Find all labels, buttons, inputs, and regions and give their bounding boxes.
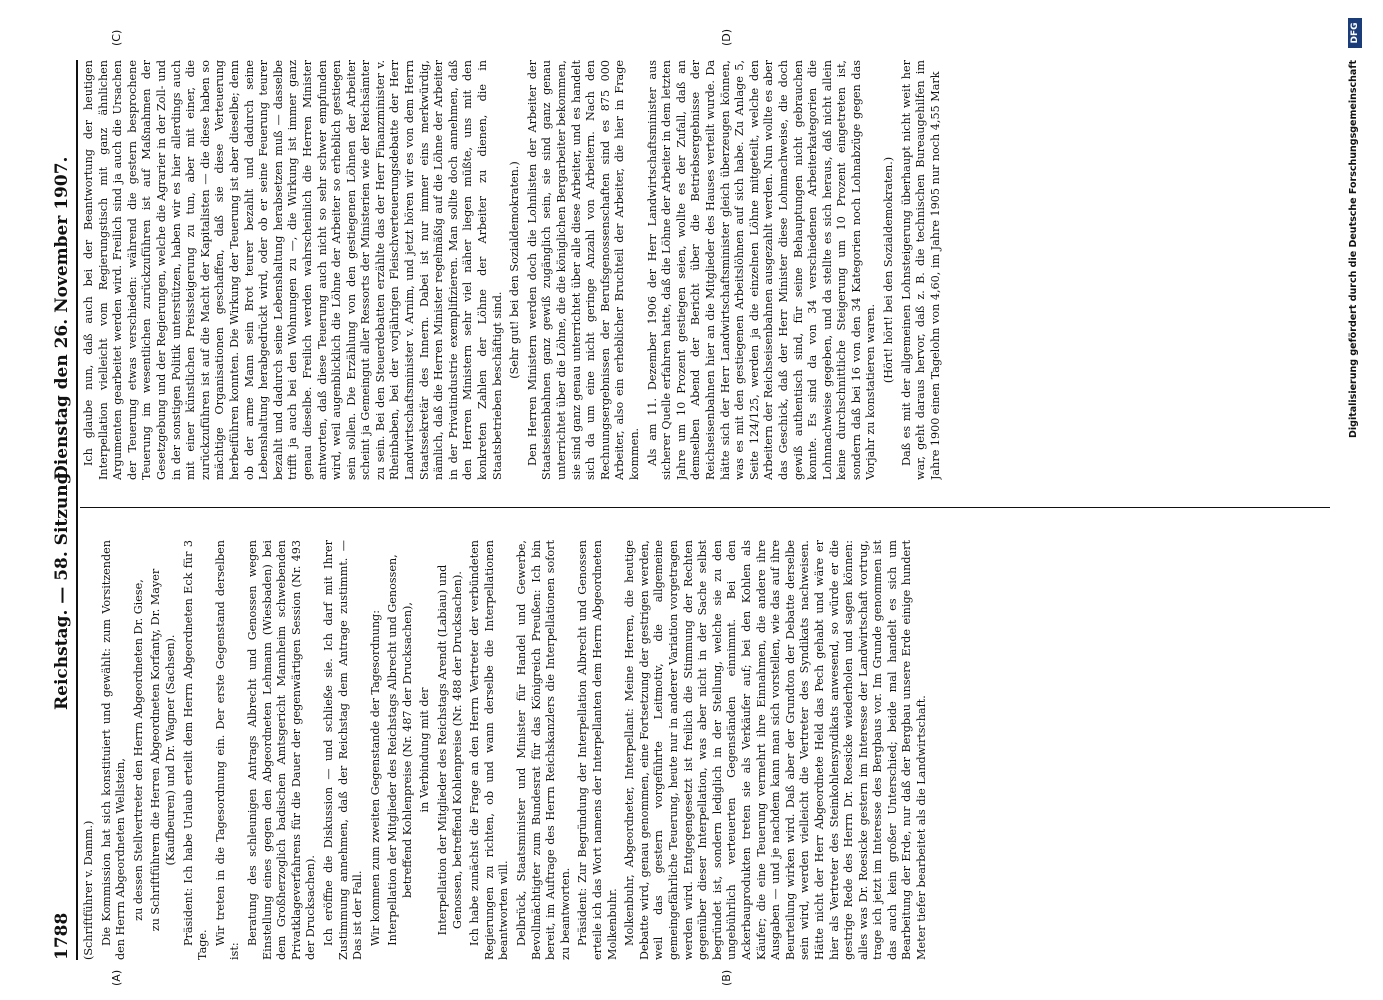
margin-marker-c: (C) (110, 29, 123, 46)
margin-marker-a: (A) (110, 969, 123, 986)
paragraph: in Verbindung mit der (418, 687, 432, 813)
agenda-item: Interpellation der Mitglieder des Reichstags Albrecht und Genossen, betreffend Kohlenpreise (Nr. 487 der Drucksachen), (386, 554, 414, 946)
speech: Als am 11. Dezember 1906 der Herr Landwirtschaftsminister aus sicherer Quelle erfahren hatte, daß die Löhne der Arbeiter in dem letzten Jahre um 10 Prozent gestiegen seien, wollte es der Zufall, daß an demselben Abend der Bericht über die Betriebsergebnisse der Reichseisenbahnen hier an die Mitglieder des Hauses verteilt wurde. Da hätte sich der Herr Landwirtschaftsminister gleich überzeugen können, was es mit den gestiegenen Arbeitslöhnen auf sich habe. Zu Anlage 5, Seite 124/125, werden ja die einzelnen Löhne mitgeteilt, welche den Arbeitern der Reichseisenbahnen ausgezahlt werden. Nun wollte es aber das Geschick, daß der Herr Minister diese Lohnnachweise, die doch gewiß authentisch sind, für seine Behauptungen nicht gebrauchen konnte. Es sind da von 34 verschiedenen Arbeiterkategorien die Lohnnachweise gegeben, und da stellte es sich heraus, daß nicht allein keine durchschnittliche Steigerung um 10 Prozent eingetreten ist, sondern daß bei 16 von den 34 Kategorien noch Lohnabzüge gegen das Vorjahr zu konstatieren waren. (645, 60, 878, 480)
agenda-item: Beratung des schleunigen Antrags Albrecht und Genossen wegen Einstellung eines gegen den Abgeordneten Lehmann (Wiesbaden) bei dem Großherzoglich badischen Amtsgericht Mannheim schwebenden Privatklageverfahrens für die Dauer der gegenwärtigen Session (Nr. 493 der Drucksachen). (245, 540, 318, 960)
speech: Den Herren Ministern werden doch die Lohnlisten der Arbeiter der Staatseisenbahnen ganz gewiß zugänglich sein, sie sind ganz genau unterrichtet über die Löhne, die die königlichen Bergarbeiter bekommen, sie sind ganz genau unterrichtet über alle diese Arbeiter, und es handelt sich da um eine nicht geringe Anzahl von Arbeitern. Nach den Rechnungsergebnissen der Berufsgenossenschaften sind es 875 000 Arbeiter, also ein erheblicher Bruchteil der Arbeiter, die hier in Frage kommen. (525, 60, 641, 480)
paragraph: Die Kommission hat sich konstituiert und gewählt: zum Vorsitzenden den Herrn Abgeordneten Wellstein, (99, 540, 128, 960)
paragraph: Wir treten in die Tagesordnung ein. Der erste Gegenstand derselben ist: (213, 540, 242, 960)
page-header (48, 60, 78, 960)
speech: Daß es mit der allgemeinen Lohnsteigerung überhaupt nicht weit her war, geht daraus hervor, daß z. B. die technischen Bureaugehilfen im Jahre 1900 einen Tagelohn von 4,60, im Jahre 1905 nur noch 4,55 Mark (899, 60, 942, 480)
interjection: (Sehr gut! bei den Sozialdemokraten.) (508, 161, 522, 379)
speech: Molkenbuhr, Abgeordneter, Interpellant: Meine Herren, die heutige Debatte wird, genau genommen, eine Fortsetzung der gestrigen werden, weil das gestern vorgeführte Leitmotiv, die allgemeine gemeingefährliche Teuerung, heute nur in anderer Variation vorgetragen werden wird. Entgegengesetzt ist freilich die Stimmung der Rechten gegenüber dieser Interpellation, was aber nicht in der Sache selbst begründet ist, sondern lediglich in der Stellung, welche sie zu den ungebührlich verteuerten Gegenständen einnimmt. Bei den Ackerbauprodukten treten sie als Verkäufer auf; bei den Kohlen als Käufer; die eine Teuerung vermehrt ihre Einnahmen, die andere ihre Ausgaben — und je nachdem kann man sich vorstellen, wie das auf ihre Beurteilung wirken wird. Daß aber der Grundton der Debatte derselbe sein wird, werden vielleicht die Vertreter des Syndikats nachweisen. Hätte nicht der Herr Abgeordnete Held das Pech gehabt und wäre er hier als Vertreter des Steinkohlensyndikats anwesend, so würde er die gestrige Rede des Herrn Dr. Roesicke wiederholen und sagen können: alles was Dr. Roesicke gestern im Interesse der Landwirtschaft vortrug, trage ich jetzt im Interesse des Bergbaus vor. Im Grunde genommen ist das auch kein großer Unterschied; beide mal handelt es sich um Bearbeitung der Erde, nur daß der Bergbau unsere Erde einige hundert Meter tiefer bearbeitet als die Landwirtschaft. (623, 540, 929, 960)
secretary-note: (Schriftführer v. Damm.) (82, 820, 95, 960)
interjection: (Hört! hört! bei den Sozialdemokraten.) (882, 156, 896, 384)
column-divider (80, 507, 1330, 508)
session-date: Dienstag den 26. November 1907. (52, 156, 72, 480)
margin-marker-d: (D) (720, 28, 733, 46)
paragraph: zu Schriftführern die Herren Abgeordneten Korfanty, Dr. Mayer (Kaufbeuren) und Dr. Wagner (Sachsen). (149, 568, 177, 932)
speech: Delbrück, Staatsminister und Minister für Handel und Gewerbe, Bevollmächtigter zum Bundesrat für das Königreich Preußen: Ich bin bereit, im Auftrage des Herrn Reichskanzlers die Interpellationen sofort zu beantworten. (515, 540, 572, 960)
agenda-item: Interpellation der Mitglieder des Reichstags Arendt (Labiau) und Genossen, betreffend Kohlenpreise (Nr. 488 der Drucksachen). (436, 564, 464, 936)
paragraph: Ich habe zunächst die Frage an den Herrn Vertreter der verbündeten Regierungen zu richten, ob und wann derselbe die Interpellationen beantworten will. (468, 540, 511, 960)
speech: Ich glaube nun, daß auch bei der Beantwortung der heutigen Interpellation vielleicht vom Regierungstisch mit ganz ähnlichen Argumenten gearbeitet werden wird. Freilich sind ja auch die Ursachen der Teuerung etwas verschieden: während die gestern besprochene Teuerung im wesentlichen zurückzuführen ist auf Maßnahmen der Gesetzgebung und der Regierungen, welche die Agrarier in der Zoll- und in der sonstigen Politik unterstützen, haben wir es hier allerdings auch mit einer künstlichen Preissteigerung zu tun, aber mit einer, die zurückzuführen ist auf die Macht der Kapitalisten — die diese haben so mächtige Organisationen geschaffen, daß sie diese Verteuerung herbeiführen konnten. Die Wirkung der Teuerung ist aber dieselbe; denn ob der arme Mann sein Brot teurer bezahlt und dadurch seine Lebenshaltung herabgedrückt wird, oder ob er seine Feuerung teurer bezahlt und dadurch seine Lebenshaltung herabsetzen muß — dasselbe trifft ja auch bei den Wohnungen zu —, die Wirkung ist immer ganz genau dieselbe. Freilich werden wahrscheinlich die Herren Minister antworten, daß diese Teuerung auch nicht so sehr schwer empfunden wird, weil augenblicklich die Löhne der Arbeiter so erheblich gestiegen sein sollen. Die Erzählung von den gestiegenen Löhnen der Arbeiter scheint ja Gemeingut aller Ressorts der Ministerien wie der Reichsämter zu sein. Bei den Steuerdebatten erzählte das der Herr Finanzminister v. Rheinbaben, bei der vorjährigen Fleischverteuerungsdebatte der Herr Landwirtschaftsminister v. Arnim, und jetzt hören wir es von dem Herrn Staatssekretär des Innern. Dabei ist nur immer eins merkwürdig, nämlich, daß die Herren Minister regelmäßig auf die Löhne der Arbeiter in der Privatindustrie exemplifizieren. Man sollte doch annehmen, daß den Herren Ministern sehr viel näher liegen müßte, uns mit den konkreten Zahlen der Löhne der Arbeiter zu dienen, die in Staatsbetrieben beschäftigt sind. (82, 60, 504, 480)
page-title: Reichstag. — 58. Sitzung. (52, 466, 72, 710)
digitization-credit: Digitalisierung gefördert durch die Deutsche Forschungsgemeinschaft (1348, 60, 1359, 438)
paragraph: Wir kommen zum zweiten Gegenstande der Tagesordnung: (368, 610, 382, 946)
margin-marker-b: (B) (720, 969, 733, 986)
paragraph: Ich eröffne die Diskussion — und schließe sie. Ich darf mit Ihrer Zustimmung annehmen, daß der Reichstag dem Antrage zustimmt. — Das ist der Fall. (321, 540, 365, 960)
paragraph: Präsident: Ich habe Urlaub erteilt dem Herrn Abgeordneten Eck für 3 Tage. (181, 540, 210, 960)
paragraph: zu dessen Stellvertreter den Herrn Abgeordneten Dr. Giese, (131, 579, 145, 921)
page-number: 1788 (52, 912, 72, 960)
left-column (82, 540, 1312, 960)
right-column (82, 60, 1312, 480)
dfg-logo: DFG (1348, 18, 1362, 48)
speech: Präsident: Zur Begründung der Interpellation Albrecht und Genossen erteile ich das Wort namens der Interpellanten dem Herrn Abgeordneten Molkenbuhr. (576, 540, 619, 960)
